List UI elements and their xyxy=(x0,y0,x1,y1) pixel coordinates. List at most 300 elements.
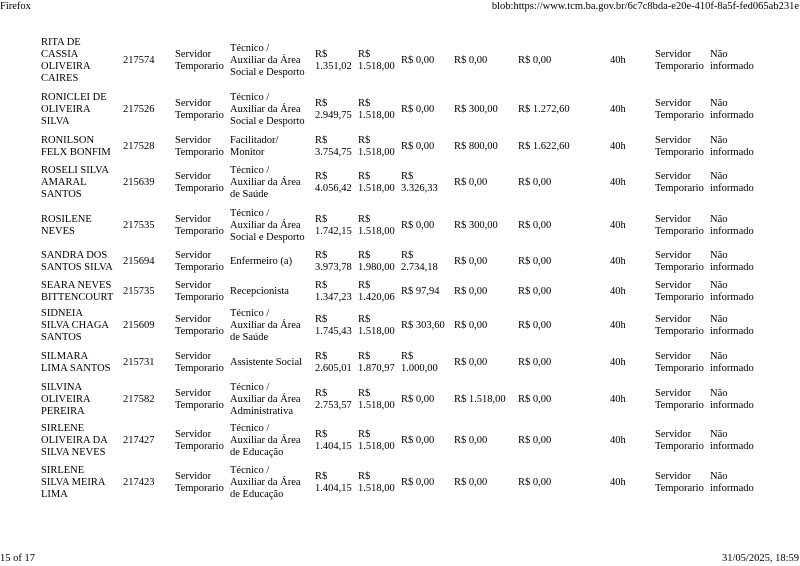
workload-cell xyxy=(610,381,626,419)
browser-name: Firefox xyxy=(0,1,31,12)
cell-text: R$ xyxy=(358,171,371,182)
cell-text: R$ 0,00 xyxy=(454,357,488,368)
cell-text: Social e Desporto xyxy=(230,116,305,127)
info-cell xyxy=(710,464,754,502)
cell-text: OLIVEIRA xyxy=(41,394,91,405)
value-column-2-cell xyxy=(358,279,395,305)
cell-text: Técnico / xyxy=(230,165,270,176)
info-cell xyxy=(710,164,754,202)
cell-text: informado xyxy=(710,326,754,337)
cell-text: 40h xyxy=(610,320,626,331)
cell-text: Auxiliar da Área xyxy=(230,477,301,488)
cell-text: Técnico / xyxy=(230,308,270,319)
cell-text: Temporario xyxy=(655,61,704,72)
cell-text: 3.973,78 xyxy=(315,262,352,273)
position-cell xyxy=(230,164,301,202)
cell-text: Servidor xyxy=(655,214,692,225)
value-column-3-cell xyxy=(401,349,438,377)
cell-text: 215731 xyxy=(123,357,155,368)
workload-cell xyxy=(610,307,626,345)
cell-text: 217427 xyxy=(123,435,155,446)
page-url: blob:https://www.tcm.ba.gov.br/6c7c8bda-e20e-410f-8a5f-fed065ab231e xyxy=(491,1,799,12)
cell-text: 2.753,57 xyxy=(315,400,352,411)
cell-text: Não xyxy=(710,429,728,440)
employment-type-cell xyxy=(175,381,224,419)
cell-text: SIDNEIA xyxy=(41,308,83,319)
table-row xyxy=(0,464,800,502)
cell-text: R$ 0,00 xyxy=(401,141,435,152)
value-column-3-cell xyxy=(401,207,434,245)
cell-text: informado xyxy=(710,441,754,452)
cell-text: 40h xyxy=(610,177,626,188)
cell-text: Temporario xyxy=(655,483,704,494)
cell-text: Temporario xyxy=(175,400,224,411)
cell-text: R$ 300,00 xyxy=(454,220,498,231)
employee-name-cell xyxy=(41,422,108,460)
value-column-4-cell xyxy=(454,249,487,275)
value-column-4-cell xyxy=(454,164,487,202)
employee-name-cell xyxy=(41,134,111,160)
cell-text: Servidor xyxy=(655,429,692,440)
workload-cell xyxy=(610,422,626,460)
cell-text: Temporario xyxy=(175,262,224,273)
cell-text: Auxiliar da Área xyxy=(230,177,301,188)
cell-text: Técnico / xyxy=(230,382,270,393)
cell-text: R$ 0,00 xyxy=(518,220,552,231)
cell-text: OLIVEIRA xyxy=(41,61,91,72)
cell-text: Auxiliar da Área xyxy=(230,220,301,231)
cell-text: 217574 xyxy=(123,55,155,66)
cell-text: OLIVEIRA xyxy=(41,104,91,115)
value-column-5-cell xyxy=(518,381,551,419)
category-cell xyxy=(655,464,704,502)
workload-cell xyxy=(610,249,626,275)
cell-text: R$ 0,00 xyxy=(518,320,552,331)
cell-text: Servidor xyxy=(655,49,692,60)
info-cell xyxy=(710,307,754,345)
base-salary-cell xyxy=(315,249,352,275)
value-column-3-cell xyxy=(401,279,440,305)
cell-text: Auxiliar da Área xyxy=(230,104,301,115)
cell-text: Servidor xyxy=(175,250,212,261)
category-cell xyxy=(655,349,704,377)
value-column-5-cell xyxy=(518,134,570,160)
cell-text: de Educação xyxy=(230,489,284,500)
cell-text: R$ xyxy=(315,471,328,482)
cell-text: R$ 0,00 xyxy=(454,177,488,188)
employee-name-cell xyxy=(41,207,92,245)
cell-text: R$ 0,00 xyxy=(518,286,552,297)
base-salary-cell xyxy=(315,307,352,345)
cell-text: 2.605,01 xyxy=(315,363,352,374)
cell-text: Facilitador/ xyxy=(230,135,279,146)
cell-text: 217582 xyxy=(123,394,155,405)
cell-text: R$ xyxy=(401,250,414,261)
value-column-4-cell xyxy=(454,349,487,377)
value-column-5-cell xyxy=(518,349,551,377)
cell-text: Temporario xyxy=(655,326,704,337)
cell-text: informado xyxy=(710,183,754,194)
cell-text: de Saúde xyxy=(230,332,269,343)
cell-text: Temporario xyxy=(175,61,224,72)
registration-cell xyxy=(123,422,155,460)
cell-text: Temporario xyxy=(175,226,224,237)
cell-text: Servidor xyxy=(175,471,212,482)
cell-text: Assistente Social xyxy=(230,357,303,368)
cell-text: 40h xyxy=(610,220,626,231)
position-cell xyxy=(230,279,289,305)
cell-text: R$ xyxy=(358,135,371,146)
cell-text: Servidor xyxy=(655,135,692,146)
cell-text: informado xyxy=(710,110,754,121)
value-column-5-cell xyxy=(518,91,570,129)
cell-text: 1.518,00 xyxy=(358,441,395,452)
employment-type-cell xyxy=(175,249,224,275)
page-number: 15 of 17 xyxy=(0,553,35,564)
cell-text: Técnico / xyxy=(230,92,270,103)
cell-text: 1.351,02 xyxy=(315,61,352,72)
position-cell xyxy=(230,422,301,460)
cell-text: R$ xyxy=(358,98,371,109)
workload-cell xyxy=(610,349,626,377)
registration-cell xyxy=(123,36,155,86)
cell-text: R$ 0,00 xyxy=(401,104,435,115)
employee-name-cell xyxy=(41,381,91,419)
cell-text: R$ xyxy=(315,98,328,109)
registration-cell xyxy=(123,134,155,160)
cell-text: R$ xyxy=(315,171,328,182)
cell-text: R$ 97,94 xyxy=(401,286,440,297)
value-column-2-cell xyxy=(358,349,395,377)
cell-text: Não xyxy=(710,280,728,291)
value-column-4-cell xyxy=(454,279,487,305)
cell-text: FELX BONFIM xyxy=(41,147,111,158)
value-column-3-cell xyxy=(401,422,434,460)
cell-text: R$ 0,00 xyxy=(518,477,552,488)
cell-text: 1.420,06 xyxy=(358,292,395,303)
cell-text: Não xyxy=(710,250,728,261)
employee-name-cell xyxy=(41,464,105,502)
position-cell xyxy=(230,207,305,245)
cell-text: R$ 0,00 xyxy=(454,286,488,297)
cell-text: SEARA NEVES xyxy=(41,280,112,291)
cell-text: 1.347,23 xyxy=(315,292,352,303)
cell-text: Servidor xyxy=(655,171,692,182)
category-cell xyxy=(655,134,704,160)
value-column-3-cell xyxy=(401,164,438,202)
cell-text: Servidor xyxy=(175,214,212,225)
cell-text: R$ xyxy=(315,314,328,325)
info-cell xyxy=(710,134,754,160)
cell-text: informado xyxy=(710,363,754,374)
cell-text: R$ xyxy=(358,314,371,325)
table-row xyxy=(0,36,800,86)
employment-type-cell xyxy=(175,307,224,345)
cell-text: R$ 0,00 xyxy=(401,220,435,231)
cell-text: R$ 1.518,00 xyxy=(454,394,506,405)
employment-type-cell xyxy=(175,36,224,86)
value-column-4-cell xyxy=(454,381,506,419)
cell-text: 217423 xyxy=(123,477,155,488)
cell-text: 2.734,18 xyxy=(401,262,438,273)
cell-text: 1.742,15 xyxy=(315,226,352,237)
info-cell xyxy=(710,207,754,245)
base-salary-cell xyxy=(315,36,352,86)
cell-text: Temporario xyxy=(175,441,224,452)
cell-text: R$ xyxy=(315,250,328,261)
cell-text: informado xyxy=(710,61,754,72)
cell-text: R$ xyxy=(401,351,414,362)
registration-cell xyxy=(123,381,155,419)
cell-text: 1.745,43 xyxy=(315,326,352,337)
cell-text: SANTOS SILVA xyxy=(41,262,113,273)
value-column-4-cell xyxy=(454,36,487,86)
cell-text: Servidor xyxy=(655,388,692,399)
cell-text: Temporario xyxy=(175,183,224,194)
cell-text: SANTOS xyxy=(41,189,82,200)
registration-cell xyxy=(123,307,155,345)
cell-text: R$ 0,00 xyxy=(518,256,552,267)
workload-cell xyxy=(610,36,626,86)
info-cell xyxy=(710,279,754,305)
cell-text: Temporario xyxy=(175,110,224,121)
cell-text: Servidor xyxy=(175,314,212,325)
table-row xyxy=(0,164,800,202)
cell-text: 1.518,00 xyxy=(358,147,395,158)
position-cell xyxy=(230,381,301,419)
table-row xyxy=(0,134,800,160)
category-cell xyxy=(655,381,704,419)
value-column-5-cell xyxy=(518,307,551,345)
cell-text: Não xyxy=(710,49,728,60)
cell-text: R$ xyxy=(358,388,371,399)
cell-text: 40h xyxy=(610,477,626,488)
cell-text: R$ 0,00 xyxy=(518,357,552,368)
cell-text: 217526 xyxy=(123,104,155,115)
base-salary-cell xyxy=(315,134,352,160)
cell-text: Servidor xyxy=(175,280,212,291)
cell-text: Servidor xyxy=(175,171,212,182)
cell-text: Auxiliar da Área xyxy=(230,320,301,331)
info-cell xyxy=(710,422,754,460)
value-column-4-cell xyxy=(454,422,487,460)
cell-text: 2.949,75 xyxy=(315,110,352,121)
cell-text: NEVES xyxy=(41,226,75,237)
cell-text: R$ xyxy=(358,471,371,482)
cell-text: Não xyxy=(710,351,728,362)
employee-name-cell xyxy=(41,249,113,275)
cell-text: R$ xyxy=(358,49,371,60)
registration-cell xyxy=(123,207,155,245)
cell-text: R$ xyxy=(315,49,328,60)
cell-text: de Educação xyxy=(230,447,284,458)
cell-text: 40h xyxy=(610,55,626,66)
cell-text: SIRLENE xyxy=(41,423,85,434)
table-row xyxy=(0,349,800,377)
value-column-5-cell xyxy=(518,464,551,502)
value-column-2-cell xyxy=(358,164,395,202)
cell-text: R$ xyxy=(358,429,371,440)
cell-text: RONILSON xyxy=(41,135,95,146)
position-cell xyxy=(230,349,302,377)
cell-text: R$ xyxy=(358,351,371,362)
cell-text: Servidor xyxy=(655,351,692,362)
cell-text: Servidor xyxy=(655,314,692,325)
cell-text: 1.870,97 xyxy=(358,363,395,374)
cell-text: Não xyxy=(710,171,728,182)
cell-text: Servidor xyxy=(175,429,212,440)
value-column-2-cell xyxy=(358,134,395,160)
cell-text: 40h xyxy=(610,256,626,267)
cell-text: 215609 xyxy=(123,320,155,331)
cell-text: Servidor xyxy=(175,98,212,109)
cell-text: Técnico / xyxy=(230,43,270,54)
cell-text: Temporario xyxy=(655,110,704,121)
cell-text: R$ 0,00 xyxy=(401,394,435,405)
position-cell xyxy=(230,249,292,275)
cell-text: 40h xyxy=(610,286,626,297)
cell-text: LIMA xyxy=(41,489,68,500)
cell-text: Temporario xyxy=(655,400,704,411)
cell-text: R$ 0,00 xyxy=(518,435,552,446)
value-column-5-cell xyxy=(518,164,551,202)
cell-text: AMARAL xyxy=(41,177,87,188)
cell-text: R$ 0,00 xyxy=(454,256,488,267)
employment-type-cell xyxy=(175,207,224,245)
table-row xyxy=(0,91,800,129)
cell-text: SILVA xyxy=(41,116,70,127)
print-datetime: 31/05/2025, 18:59 xyxy=(721,553,799,564)
cell-text: R$ 303,60 xyxy=(401,320,445,331)
cell-text: ROSELI SILVA xyxy=(41,165,109,176)
cell-text: SILMARA xyxy=(41,351,89,362)
base-salary-cell xyxy=(315,349,352,377)
cell-text: R$ 0,00 xyxy=(518,394,552,405)
cell-text: Social e Desporto xyxy=(230,67,305,78)
cell-text: informado xyxy=(710,400,754,411)
cell-text: Temporario xyxy=(655,262,704,273)
cell-text: 40h xyxy=(610,435,626,446)
cell-text: Social e Desporto xyxy=(230,232,305,243)
employment-type-cell xyxy=(175,279,224,305)
position-cell xyxy=(230,134,278,160)
category-cell xyxy=(655,164,704,202)
cell-text: R$ 0,00 xyxy=(454,55,488,66)
value-column-2-cell xyxy=(358,36,395,86)
cell-text: R$ 0,00 xyxy=(454,477,488,488)
position-cell xyxy=(230,36,305,86)
cell-text: 1.518,00 xyxy=(358,183,395,194)
cell-text: R$ 0,00 xyxy=(454,435,488,446)
base-salary-cell xyxy=(315,207,352,245)
cell-text: SILVA MEIRA xyxy=(41,477,106,488)
cell-text: SILVA NEVES xyxy=(41,447,106,458)
cell-text: Temporario xyxy=(655,292,704,303)
base-salary-cell xyxy=(315,91,352,129)
cell-text: 1.980,00 xyxy=(358,262,395,273)
cell-text: 217528 xyxy=(123,141,155,152)
cell-text: 1.518,00 xyxy=(358,226,395,237)
cell-text: Auxiliar da Área xyxy=(230,394,301,405)
workload-cell xyxy=(610,134,626,160)
cell-text: Não xyxy=(710,214,728,225)
cell-text: R$ 800,00 xyxy=(454,141,498,152)
value-column-5-cell xyxy=(518,279,551,305)
table-row xyxy=(0,307,800,345)
cell-text: 3.754,75 xyxy=(315,147,352,158)
base-salary-cell xyxy=(315,279,352,305)
cell-text: R$ 0,00 xyxy=(454,320,488,331)
cell-text: R$ 0,00 xyxy=(401,477,435,488)
registration-cell xyxy=(123,164,155,202)
cell-text: Auxiliar da Área xyxy=(230,435,301,446)
cell-text: Não xyxy=(710,388,728,399)
cell-text: R$ 300,00 xyxy=(454,104,498,115)
value-column-3-cell xyxy=(401,36,434,86)
cell-text: R$ xyxy=(315,280,328,291)
employment-type-cell xyxy=(175,91,224,129)
employee-name-cell xyxy=(41,91,107,129)
base-salary-cell xyxy=(315,464,352,502)
cell-text: R$ xyxy=(315,429,328,440)
cell-text: Servidor xyxy=(175,135,212,146)
cell-text: R$ xyxy=(358,250,371,261)
cell-text: CAIRES xyxy=(41,73,79,84)
registration-cell xyxy=(123,349,155,377)
cell-text: 1.518,00 xyxy=(358,400,395,411)
cell-text: R$ xyxy=(315,388,328,399)
cell-text: SIRLENE xyxy=(41,465,85,476)
value-column-3-cell xyxy=(401,91,434,129)
workload-cell xyxy=(610,464,626,502)
employment-type-cell xyxy=(175,464,224,502)
cell-text: RITA DE xyxy=(41,37,81,48)
cell-text: Recepcionista xyxy=(230,286,289,297)
cell-text: informado xyxy=(710,483,754,494)
table-row xyxy=(0,249,800,275)
position-cell xyxy=(230,91,305,129)
category-cell xyxy=(655,249,704,275)
cell-text: Monitor xyxy=(230,147,265,158)
base-salary-cell xyxy=(315,164,352,202)
cell-text: Temporario xyxy=(655,363,704,374)
value-column-2-cell xyxy=(358,207,395,245)
employee-name-cell xyxy=(41,164,109,202)
info-cell xyxy=(710,36,754,86)
cell-text: CASSIA xyxy=(41,49,79,60)
cell-text: Servidor xyxy=(655,471,692,482)
cell-text: Servidor xyxy=(655,250,692,261)
cell-text: SANDRA DOS xyxy=(41,250,108,261)
registration-cell xyxy=(123,249,155,275)
info-cell xyxy=(710,249,754,275)
employment-type-cell xyxy=(175,349,224,377)
category-cell xyxy=(655,422,704,460)
cell-text: R$ xyxy=(358,280,371,291)
employee-name-cell xyxy=(41,279,113,305)
cell-text: R$ 1.622,60 xyxy=(518,141,570,152)
cell-text: Técnico / xyxy=(230,208,270,219)
cell-text: SANTOS xyxy=(41,332,82,343)
cell-text: 3.326,33 xyxy=(401,183,438,194)
cell-text: BITTENCOURT xyxy=(41,292,114,303)
cell-text: Servidor xyxy=(175,351,212,362)
value-column-4-cell xyxy=(454,134,498,160)
value-column-5-cell xyxy=(518,249,551,275)
cell-text: Servidor xyxy=(175,49,212,60)
value-column-3-cell xyxy=(401,464,434,502)
category-cell xyxy=(655,91,704,129)
